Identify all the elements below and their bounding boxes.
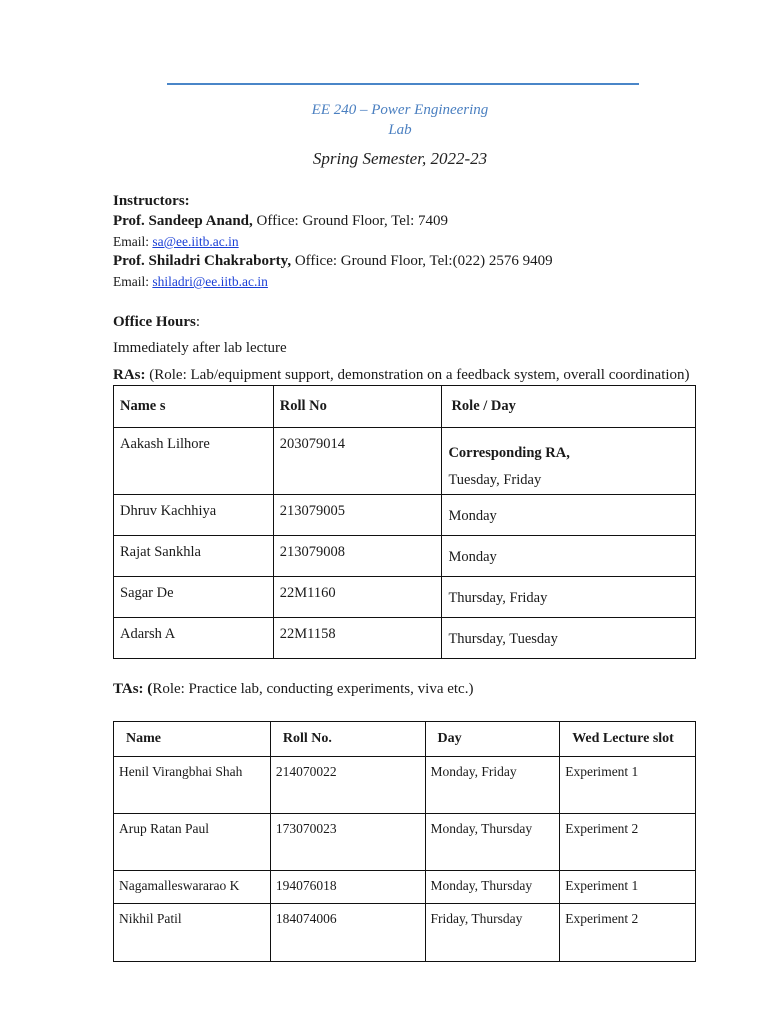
- ta-name-cell: Henil Virangbhai Shah: [114, 757, 271, 814]
- ra-role-cell: Thursday, Tuesday: [442, 618, 696, 659]
- table-row: [114, 428, 696, 495]
- ta-name-cell: Nagamalleswararao K: [114, 871, 271, 904]
- table-row: [114, 757, 696, 814]
- ra-table: [113, 385, 696, 659]
- course-title: [240, 100, 560, 140]
- course-title-line2: Lab: [388, 122, 412, 138]
- ta-col-name: Name: [114, 722, 271, 757]
- semester-title: Spring Semester, 2022-23: [312, 149, 488, 168]
- ta-day-cell: Friday, Thursday: [425, 904, 560, 962]
- table-row: [114, 904, 696, 962]
- ra-role-cell: Monday: [442, 495, 696, 536]
- table-row: [114, 495, 696, 536]
- ta-table: [113, 721, 696, 962]
- ta-roll-cell: 173070023: [270, 814, 425, 871]
- ta-day-cell: Monday, Thursday: [425, 871, 560, 904]
- ta-day-cell: Monday, Friday: [425, 757, 560, 814]
- ta-col-day: Day: [425, 722, 560, 757]
- ras-heading-line: [113, 365, 690, 385]
- ra-table-header: [114, 386, 696, 428]
- ra-name-cell: Adarsh A: [114, 618, 274, 659]
- ra-col-roll: Roll No: [273, 386, 442, 428]
- ra-name-cell: Dhruv Kachhiya: [114, 495, 274, 536]
- instructor-1-email-link[interactable]: sa@ee.iitb.ac.in: [152, 234, 239, 249]
- ta-roll-cell: 214070022: [270, 757, 425, 814]
- ta-slot-cell: Experiment 1: [560, 871, 696, 904]
- ra-col-role: Role / Day: [442, 386, 696, 428]
- ra-day-label: Tuesday, Friday: [448, 472, 542, 488]
- ra-name-cell: Sagar De: [114, 577, 274, 618]
- ta-col-slot: Wed Lecture slot: [560, 722, 696, 757]
- table-row: [114, 871, 696, 904]
- office-hours-heading: Office Hours: [113, 314, 196, 330]
- ra-roll-cell: 22M1160: [273, 577, 442, 618]
- tas-heading-line: [113, 679, 473, 699]
- instructor-2-email-label: Email:: [113, 274, 153, 289]
- table-row: [114, 814, 696, 871]
- instructor-1-email-line: [113, 232, 239, 253]
- instructor-2-name: Prof. Shiladri Chakraborty,: [113, 253, 292, 269]
- course-title-line1: EE 240 – Power Engineering: [311, 102, 489, 118]
- ra-name-cell: Aakash Lilhore: [114, 428, 274, 495]
- ra-roll-cell: 213079008: [273, 536, 442, 577]
- office-hours-text: Immediately after lab lecture: [113, 340, 287, 356]
- tas-description: Role: Practice lab, conducting experiments, viva etc.): [152, 681, 474, 697]
- ta-slot-cell: Experiment 2: [560, 904, 696, 962]
- table-row: [114, 577, 696, 618]
- ra-name-cell: Rajat Sankhla: [114, 536, 274, 577]
- ra-col-name: Name s: [114, 386, 274, 428]
- ta-day-cell: Monday, Thursday: [425, 814, 560, 871]
- ra-role-cell: Thursday, Friday: [442, 577, 696, 618]
- instructors-heading: Instructors:: [113, 193, 190, 209]
- instructor-2-line: [113, 251, 553, 271]
- ta-name-cell: Arup Ratan Paul: [114, 814, 271, 871]
- instructor-1-email-label: Email:: [113, 234, 153, 249]
- instructor-1-details: Office: Ground Floor, Tel: 7409: [252, 213, 449, 229]
- table-row: [114, 618, 696, 659]
- ras-description: (Role: Lab/equipment support, demonstration on a feedback system, overall coordination): [145, 367, 690, 383]
- instructor-2-details: Office: Ground Floor, Tel:(022) 2576 9409: [291, 253, 553, 269]
- header-rule: [167, 83, 639, 85]
- ras-heading: RAs:: [113, 367, 146, 383]
- instructor-2-email-line: [113, 272, 268, 293]
- ra-role-cell: [442, 428, 696, 495]
- instructor-1-line: [113, 211, 448, 231]
- ra-roll-cell: 203079014: [273, 428, 442, 495]
- ra-role-cell: Monday: [442, 536, 696, 577]
- ra-roll-cell: 22M1158: [273, 618, 442, 659]
- office-hours-colon: :: [195, 314, 201, 330]
- ta-roll-cell: 184074006: [270, 904, 425, 962]
- ta-slot-cell: Experiment 2: [560, 814, 696, 871]
- ra-roll-cell: 213079005: [273, 495, 442, 536]
- table-row: [114, 536, 696, 577]
- instructor-2-email-link[interactable]: shiladri@ee.iitb.ac.in: [152, 274, 268, 289]
- instructor-1-name: Prof. Sandeep Anand,: [113, 213, 253, 229]
- ta-col-roll: Roll No.: [270, 722, 425, 757]
- tas-heading: TAs: (: [113, 681, 153, 697]
- ra-role-label: Corresponding RA,: [448, 445, 570, 461]
- ta-table-header: [114, 722, 696, 757]
- ta-roll-cell: 194076018: [270, 871, 425, 904]
- ta-slot-cell: Experiment 1: [560, 757, 696, 814]
- office-hours-heading-line: [113, 312, 200, 332]
- ta-name-cell: Nikhil Patil: [114, 904, 271, 962]
